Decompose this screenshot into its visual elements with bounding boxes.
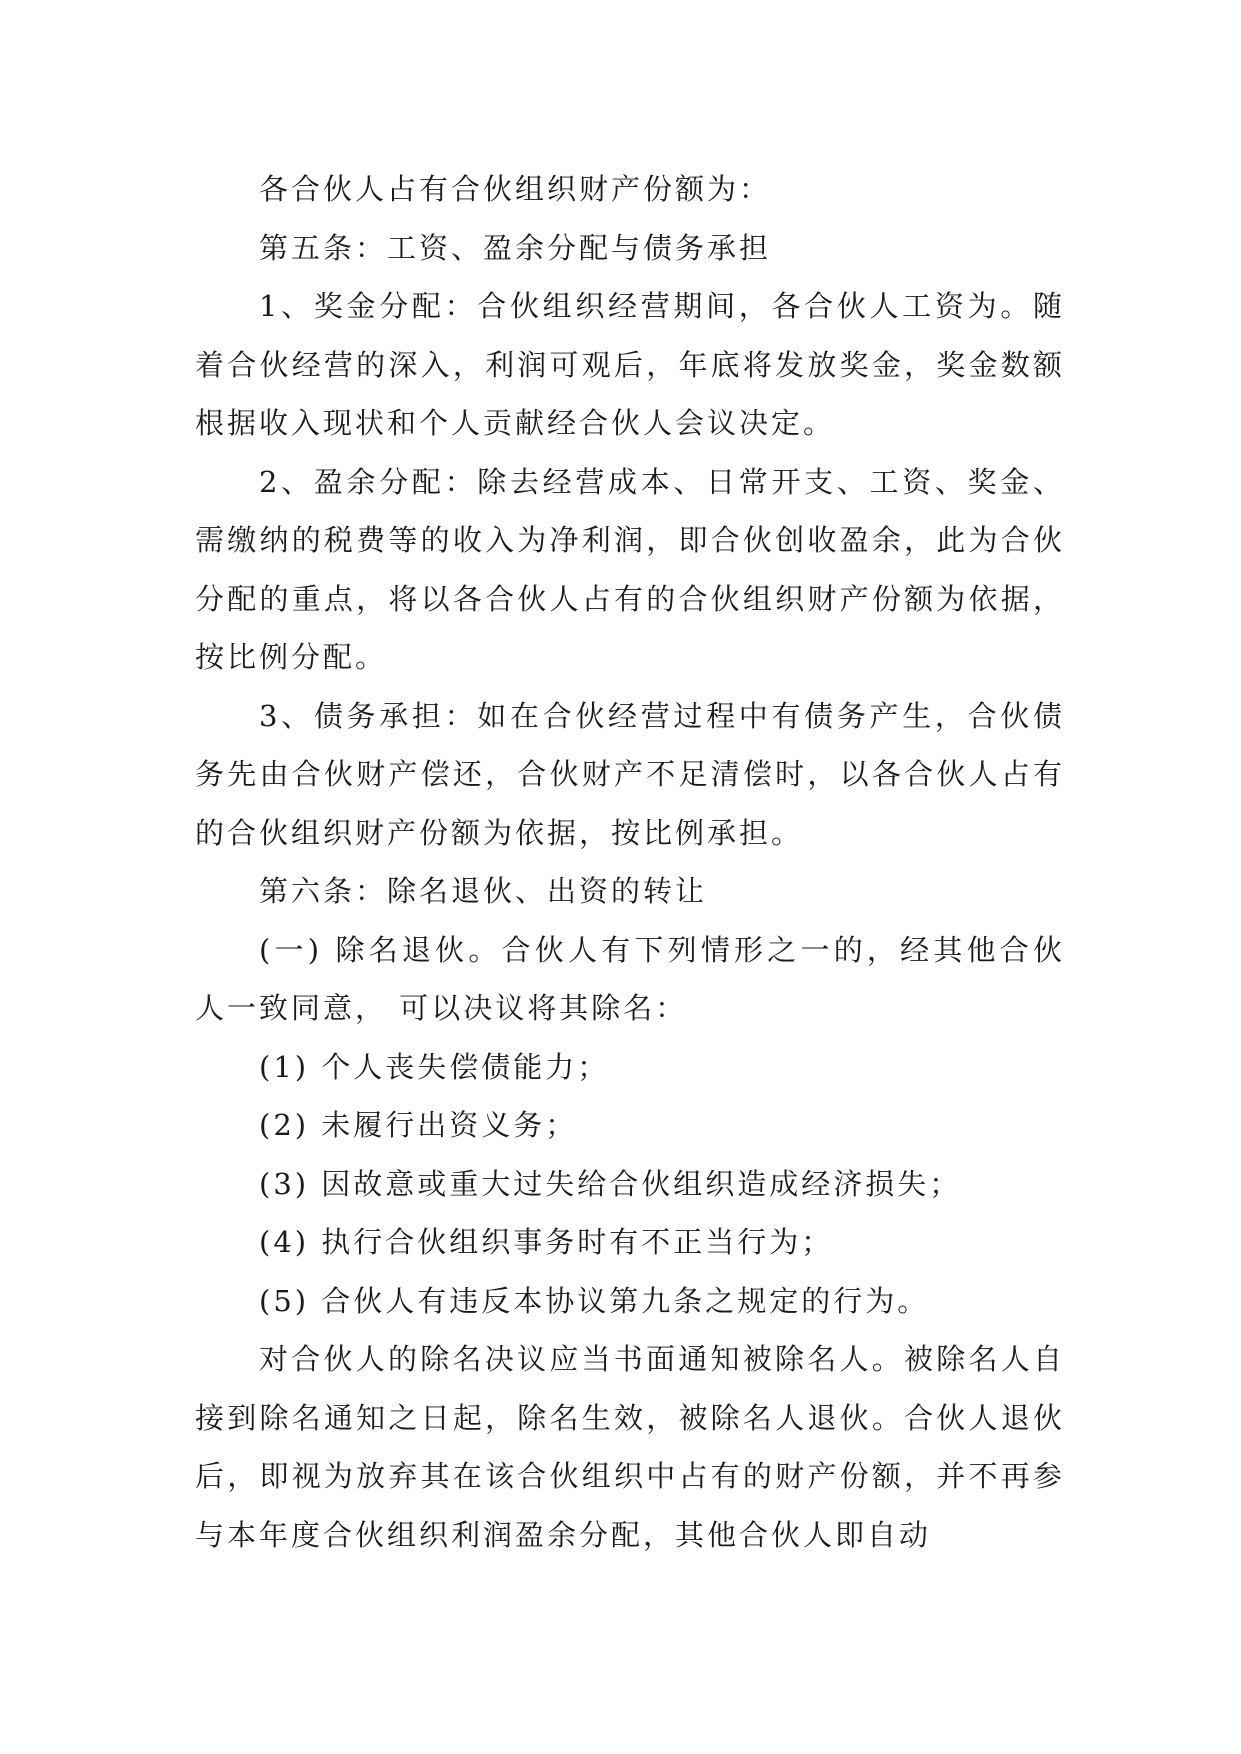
heading-article-five: 第五条：工资、盈余分配与债务承担 bbox=[259, 230, 772, 265]
paragraph-expulsion: (一) 除名退伙。合伙人有下列情形之一的，经其他合伙人一致同意， 可以决议将其除名： bbox=[195, 932, 1065, 1025]
heading-article-six: 第六条：除名退伙、出资的转让 bbox=[259, 874, 708, 908]
list-item-condition-5: (5) 合伙人有违反本协议第九条之规定的行为。 bbox=[259, 1283, 930, 1318]
list-item-condition-4: (4) 执行合伙组织事务时有不正当行为； bbox=[259, 1225, 834, 1259]
paragraph-surplus-distribution: 2、盈余分配：除去经营成本、日常开支、工资、奖金、需缴纳的税费等的收入为净利润，即合伙创收盈余，此为合伙分配的重点，将以各合伙人占有的合伙组织财产份额为依据，按比例分配。 bbox=[195, 464, 1065, 674]
paragraph-bonus-distribution: 1、奖金分配：合伙组织经营期间，各合伙人工资为。随着合伙经营的深入，利润可观后，年底将发放奖金，奖金数额根据收入现状和个人贡献经合伙人会议决定。 bbox=[195, 289, 1065, 440]
document-body bbox=[195, 160, 1065, 1564]
paragraph-share-intro: 各合伙人占有合伙组织财产份额为： bbox=[259, 172, 772, 206]
paragraph-expulsion-notice: 对合伙人的除名决议应当书面通知被除名人。被除名人自接到除名通知之日起，除名生效，被除名人退伙。合伙人退伙后，即视为放弃其在该合伙组织中占有的财产份额，并不再参与本年度合伙组织利润盈余分配，其他合伙人即自动 bbox=[195, 1342, 1065, 1552]
paragraph-debt-liability: 3、债务承担：如在合伙经营过程中有债务产生，合伙债务先由合伙财产偿还，合伙财产不足清偿时，以各合伙人占有的合伙组织财产份额为依据，按比例承担。 bbox=[195, 698, 1065, 850]
list-item-condition-2: (2) 未履行出资义务； bbox=[259, 1108, 578, 1142]
list-item-condition-3: (3) 因故意或重大过失给合伙组织造成经济损失； bbox=[259, 1166, 962, 1201]
list-item-condition-1: (1) 个人丧失偿债能力； bbox=[259, 1049, 610, 1084]
